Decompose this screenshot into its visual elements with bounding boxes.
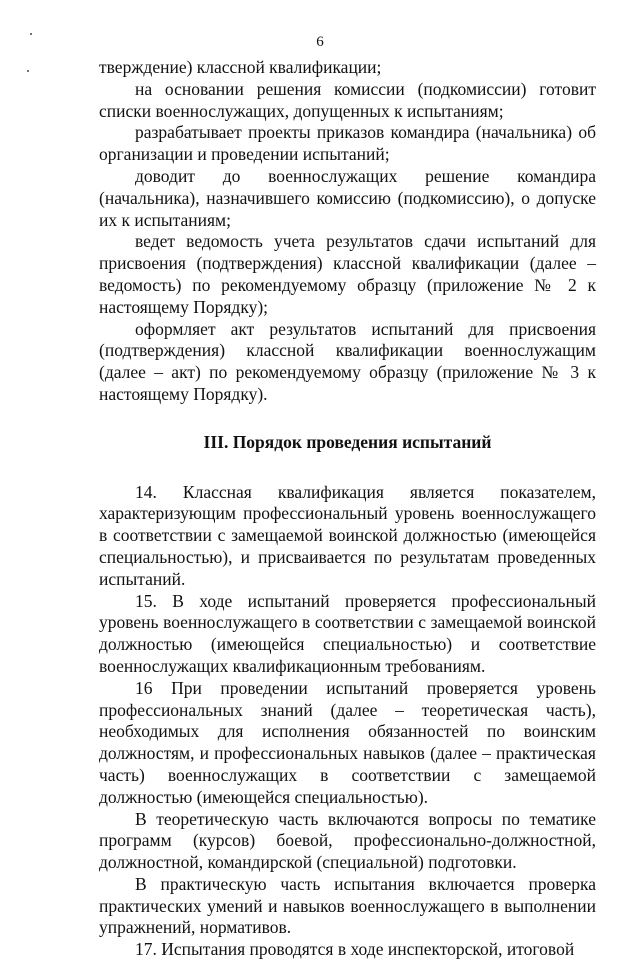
scan-speck [27, 70, 29, 72]
section-title: III. Порядок проведения испытаний [203, 431, 492, 452]
paragraph: 16 При проведении испытаний проверяется уровень профессиональных знаний (далее – теоретическая часть), необходимых для исполнения обязанностей по воинским должностям, и профессиональных навыков (далее – практическая часть) военнослужащих в соответствии с замещаемой должностью (имеющейся специальностью). [99, 677, 596, 807]
paragraph: В теоретическую часть включаются вопросы по тематике программ (курсов) боевой, профессионально-должностной, должностной, командирской (специальной) подготовки. [99, 808, 596, 873]
paragraph: 14. Классная квалификация является показателем, характеризующим профессиональный уровень военнослужащего в соответствии с замещаемой воинской должностью (имеющейся специальностью), и присваивается по результатам проведенных испытаний. [99, 481, 596, 589]
document-body [99, 57, 596, 961]
paragraph: разрабатывает проекты приказов командира (начальника) об организации и проведении испытаний; [99, 122, 596, 165]
page-number: 6 [316, 34, 324, 50]
paragraph: В практическую часть испытания включается проверка практических умений и навыков военнослужащего в выполнении упражнений, нормативов. [99, 873, 596, 938]
paragraph: оформляет акт результатов испытаний для присвоения (подтверждения) классной квалификации военнослужащим (далее – акт) по рекомендуемому образцу (приложение № 3 к настоящему Порядку). [99, 318, 596, 404]
paragraph: 17. Испытания проводятся в ходе инспекторской, итоговой [135, 939, 575, 960]
paragraph: ведет ведомость учета результатов сдачи испытаний для присвоения (подтверждения) классной квалификации (далее – ведомость) по рекомендуемому образцу (приложение № 2 к настоящему Порядку); [99, 231, 596, 317]
paragraph: доводит до военнослужащих решение командира (начальника), назначившего комиссию (подкомиссию), о допуске их к испытаниям; [99, 165, 596, 230]
paragraph: 15. В ходе испытаний проверяется профессиональный уровень военнослужащего в соответствии с замещаемой воинской должностью (имеющейся специальностью) и соответствие военнослужащих квалификационным требованиям. [99, 590, 596, 676]
paragraph: на основании решения комиссии (подкомиссии) готовит списки военнослужащих, допущенных к испытаниям; [99, 78, 596, 121]
paragraph: тверждение) классной квалификации; [99, 57, 382, 77]
